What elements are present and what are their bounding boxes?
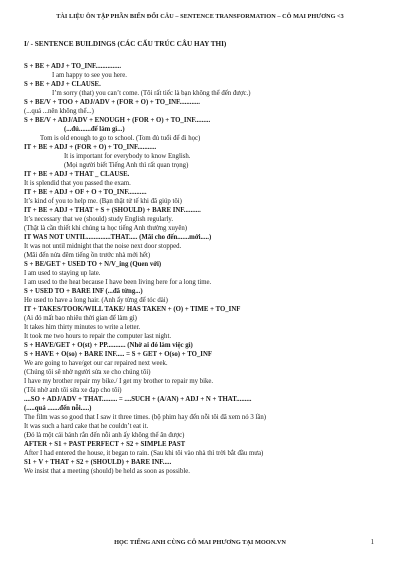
example-line: It is splendid that you passed the exam. (24, 180, 131, 187)
structure-formula: IT + BE + ADJ + (FOR + O) + TO_INF........... (24, 144, 157, 151)
example-line: (Chúng tôi sẽ nhờ người sửa xe cho chúng tôi) (24, 369, 151, 376)
example-line: I am happy to see you here. (52, 72, 127, 79)
structure-formula: S + BE/V + TOO + ADJ/ADV + (FOR + O) + TO_INF............ (24, 99, 200, 106)
example-line: I am used to staying up late. (24, 270, 101, 277)
structure-formula: IT + TAKES/TOOK/WILL TAKE/ HAS TAKEN + (O) + TIME + TO_INF (24, 306, 241, 313)
example-line: I have my brother repair my bike./ I get my brother to repair my bike. (24, 378, 214, 385)
example-line: (Ai đó mất bao nhiêu thời gian để làm gì) (24, 315, 137, 322)
example-line: (Tôi nhờ anh tôi sửa xe đạp cho tôi) (24, 387, 122, 394)
structure-formula: S + BE + ADJ + CLAUSE. (24, 81, 101, 88)
example-line: It was not until midnight that the noise next door stopped. (24, 243, 182, 250)
section-title: I/ - SENTENCE BUILDINGS (CÁC CẤU TRÚC CÂU HAY THI) (24, 40, 227, 48)
example-line: (Mọi người biết Tiếng Anh thì rất quan trọng) (64, 162, 189, 169)
structure-formula: ....SO + ADJ/ADV + THAT......... = ....SUCH + (A/AN) + ADJ + N + THAT......... (24, 396, 252, 403)
example-line: It took me two hours to repair the computer last night. (24, 333, 172, 340)
example-line: It’s kind of you to help me. (Bạn thật tử tế khi đã giúp tôi) (24, 198, 182, 205)
example-line: (Thật là cần thiết khi chúng ta học tiếng Anh thường xuyên) (24, 225, 187, 232)
structure-formula: IT WAS NOT UNTIL..............THAT..... (Mãi cho đến.......mới.....) (24, 234, 212, 241)
structure-formula: IT + BE + ADJ + OF + O + TO_INF........... (24, 189, 147, 196)
document-body (24, 62, 384, 476)
structure-formula: S + HAVE/GET + O(st) + PP........... (Nhờ ai đó làm việc gì) (24, 342, 193, 349)
example-line: (Đó là một cái bánh rắn đến nỗi anh ấy không thể ăn được) (24, 432, 185, 439)
example-line: (...quá ...nên không thể...) (24, 108, 94, 115)
example-line: We are going to have/get our car repaired next week. (24, 360, 168, 367)
structure-formula: S1 + V + THAT + S2 + (SHOULD) + BARE INF..... (24, 459, 172, 466)
example-line: It was such a hard cake that he couldn’t eat it. (24, 423, 149, 430)
example-line: (Mãi đến nửa đêm tiếng ồn trước nhà mới hết) (24, 252, 151, 259)
structure-formula: S + HAVE + O(so) + BARE INF..... = S + GET + O(so) + TO_INF (24, 351, 213, 358)
structure-formula: (.....quá .......đến nỗi.....) (24, 405, 92, 412)
example-line: He used to have a long hair. (Anh ấy từng để tóc dài) (24, 297, 168, 304)
structure-formula: AFTER + S1 + PAST PERFECT + S2 + SIMPLE PAST (24, 441, 186, 448)
example-line: I’m sorry (that) you can’t come. (Tôi rất tiếc là bạn không thể đến được.) (52, 90, 251, 97)
example-line: After I had entered the house, it began to rain. (Sau khi tôi vào nhà thì trời bắt đầu mưa) (24, 450, 264, 457)
structure-formula: S + USED TO + BARE INF (...đã từng...) (24, 288, 143, 295)
page-header: TÀI LIỆU ÔN TẬP PHẦN BIẾN ĐỔI CÂU – SENTENCE TRANSFORMATION – CÔ MAI PHƯƠNG <3 (56, 13, 344, 20)
structure-formula: S + BE/V + ADJ/ADV + ENOUGH + (FOR + O) + TO_INF......... (24, 117, 211, 124)
structure-formula: IT + BE + ADJ + THAT _ CLAUSE. (24, 171, 130, 178)
example-line: It is important for everybody to know English. (64, 153, 191, 160)
example-line: I am used to the heat because I have been living here for a long time. (24, 279, 212, 286)
page-footer: HỌC TIẾNG ANH CÙNG CÔ MAI PHƯƠNG TẠI MOON.VN (114, 539, 286, 546)
page-number: 1 (370, 539, 374, 546)
structure-formula: IT + BE + ADJ + THAT + S + (SHOULD) + BARE INF.......... (24, 207, 201, 214)
structure-formula: (...đủ.......để làm gì...) (64, 126, 125, 133)
example-line: It takes him thirty minutes to write a letter. (24, 324, 141, 331)
structure-formula: S + BE/GET + USED TO + N/V_ing (Quen với) (24, 261, 162, 268)
structure-formula: S + BE + ADJ + TO_INF............... (24, 63, 122, 70)
example-line: Tom is old enough to go to school. (Tom đủ tuổi để đi học) (40, 135, 201, 142)
example-line: It’s necessary that we (should) study English regularly. (24, 216, 174, 223)
example-line: We insist that a meeting (should) be held as soon as possible. (24, 468, 190, 475)
example-line: The film was so good that I saw it three times. (bộ phim hay đến nỗi tôi đã xem nó 3 lần) (24, 414, 266, 421)
